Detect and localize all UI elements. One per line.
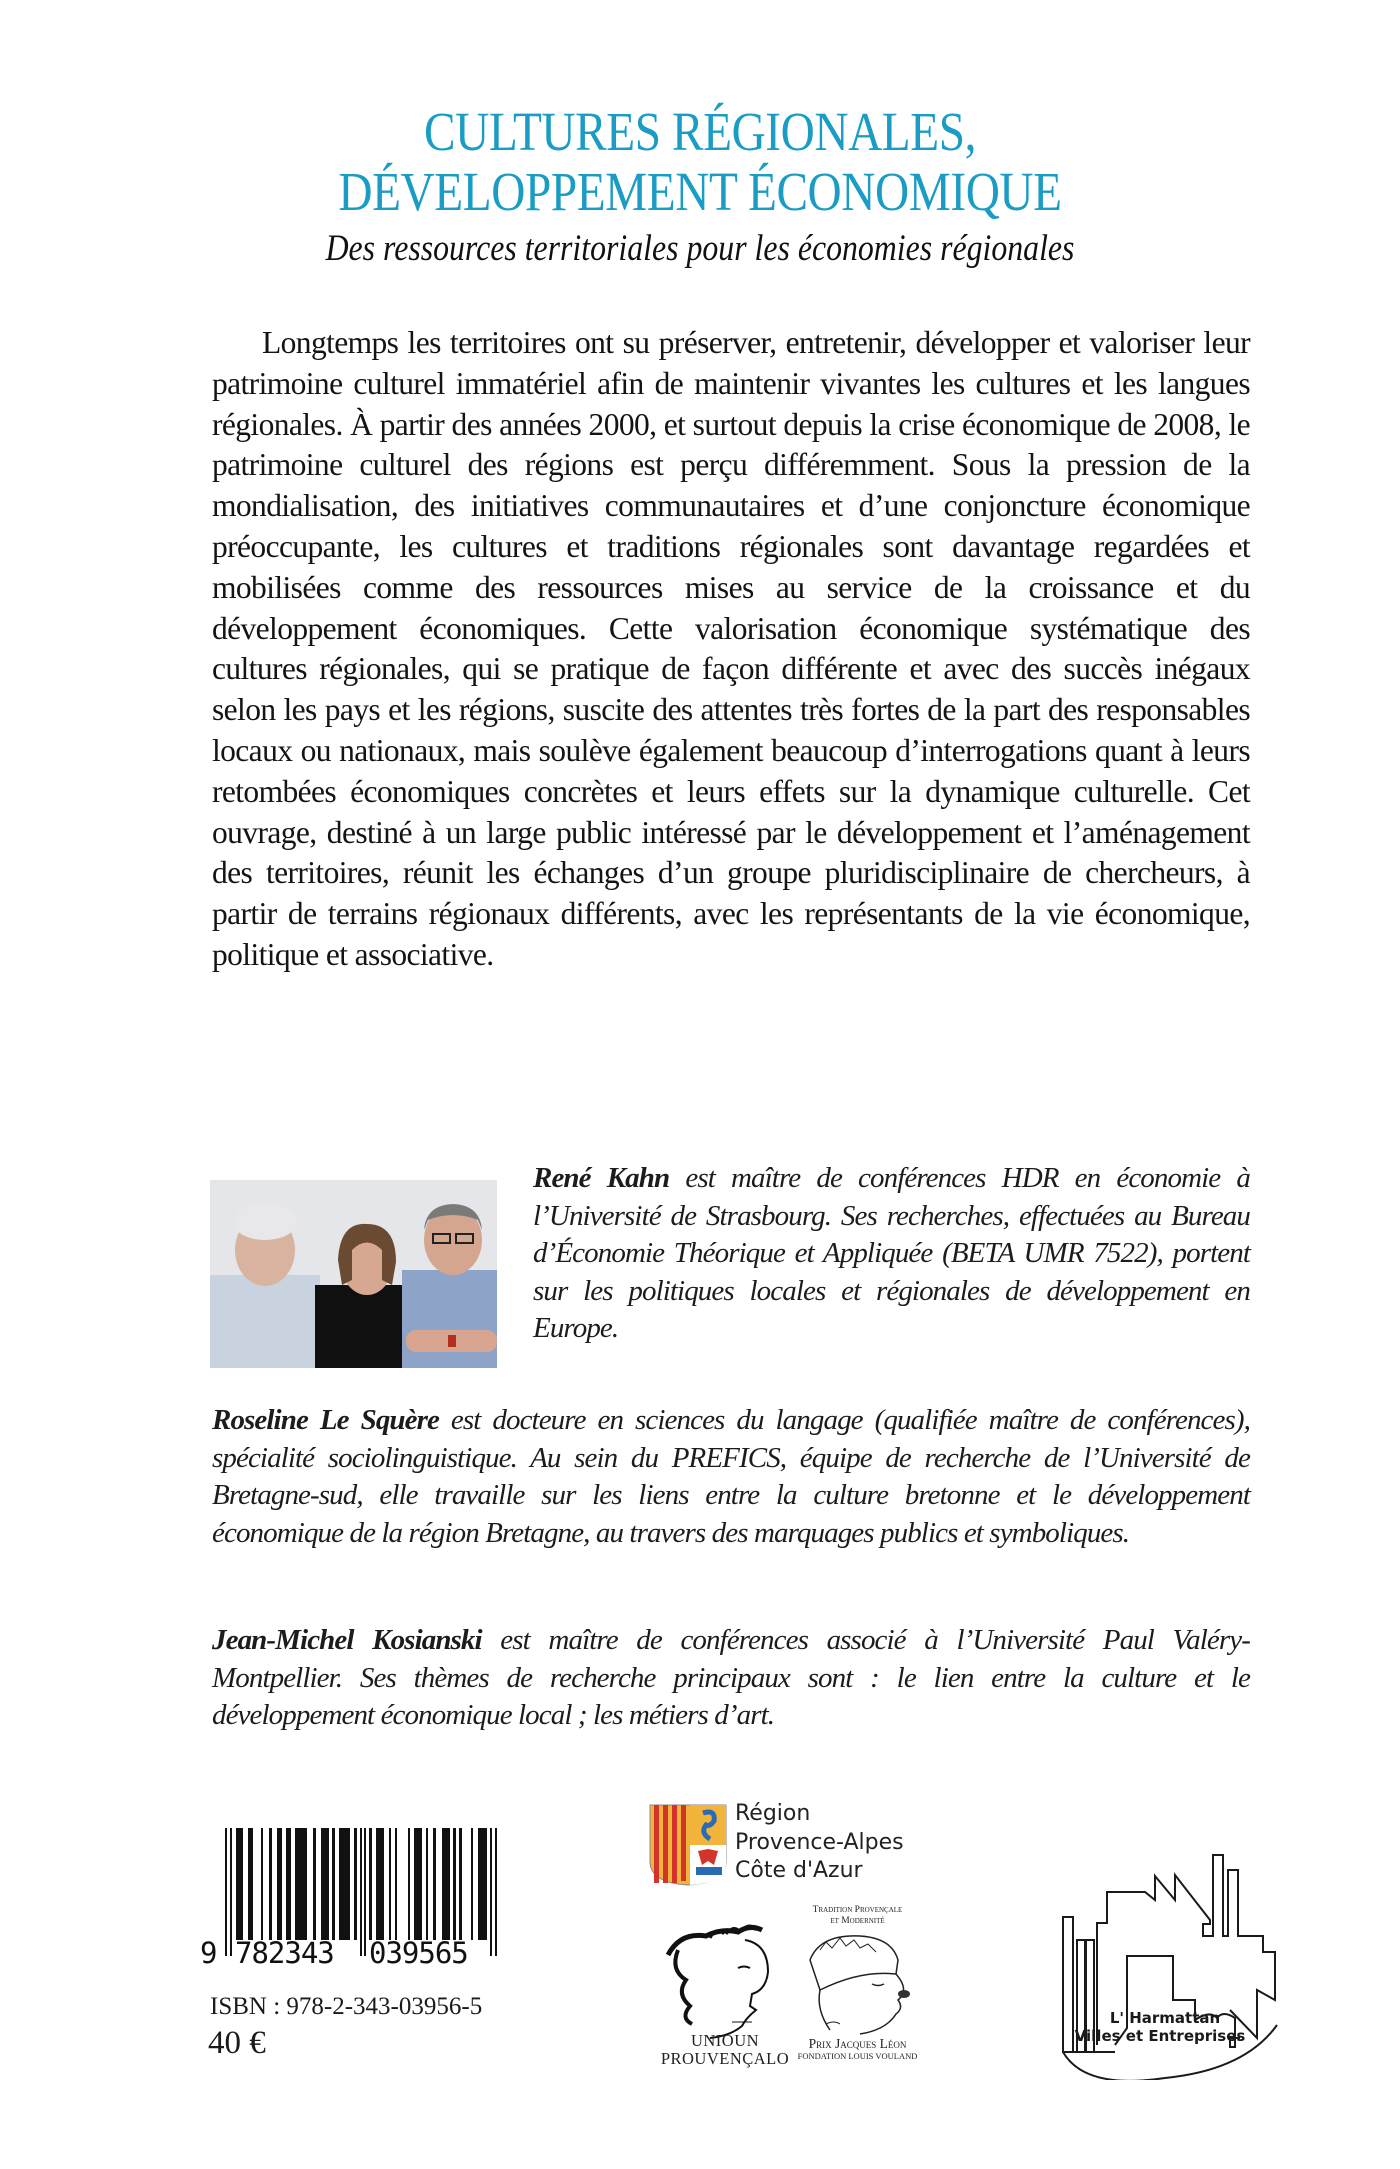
region-paca-shield-icon	[648, 1803, 728, 1887]
price: 40 €	[208, 2025, 266, 2061]
prix-head-line-2: et Modernité	[830, 1916, 885, 1926]
unioun-line-1: UNIOUN	[690, 2031, 760, 2050]
isbn-barcode	[200, 1828, 501, 1970]
region-line-2: Provence-Alpes	[735, 1829, 904, 1855]
region-line-3: Côte d'Azur	[735, 1858, 863, 1883]
author-bio-text: est docteure en sciences du langage (qualifiée maître de conférences), spécialité sociolinguistique. Au sein du PREFICS, équipe de recherche de l’Université de Bretagne-sud, elle travaille sur les liens entre la culture bretonne et le développement économique de la région Bretagne, au travers des marquages publics et symboliques.	[212, 1404, 1250, 1549]
prix-line-2: FONDATION LOUIS VOULAND	[797, 2051, 918, 2061]
prix-jacques-leon-logo-icon	[800, 1930, 920, 2040]
author-bio-rene-kahn	[533, 1160, 1250, 1348]
barcode-digits-group-2: 039565	[369, 1936, 468, 1970]
summary-paragraph: Longtemps les territoires ont su préserver, entretenir, développer et valoriser leur patrimoine culturel immatériel afin de maintenir vivantes les cultures et les langues régionales. À partir des années 2000, et surtout depuis la crise économique de 2008, le patrimoine culturel des régions est perçu différemment. Sous la pression de la mondialisation, des initiatives communautaires et d’une conjoncture économique préoccupante, les cultures et traditions régionales sont davantage regardées et mobilisées comme des ressources mises au service de la croissance et du développement économiques. Cette valorisation économique systématique des cultures régionales, qui se pratique de façon différente et avec des succès inégaux selon les pays et les régions, suscite des attentes très fortes de la part des responsables locaux ou nationaux, mais soulève également beaucoup d’interrogations quant à leurs retombées économiques concrètes et leurs effets sur la dynamique culturelle. Cet ouvrage, destiné à un large public intéressé par le développement et l’aménagement des territoires, réunit les échanges d’un groupe pluridisciplinaire de chercheurs, à partir de terrains régionaux différents, avec les représentants de la vie économique, politique et associative.	[212, 325, 1250, 972]
unioun-prouvencalo-text	[640, 2032, 810, 2068]
author-name: Jean-Michel Kosianski	[212, 1624, 482, 1656]
prix-header-text	[795, 1905, 920, 1927]
barcode-digits-group-1: 782343	[235, 1936, 334, 1970]
author-bio-jean-michel-kosianski	[212, 1622, 1250, 1735]
author-bio-roseline-le-squere	[212, 1402, 1250, 1552]
authors-photo-image	[210, 1180, 497, 1368]
barcode-first-digit: 9	[200, 1936, 218, 1970]
lharmattan-logo-text	[1040, 2010, 1280, 2045]
book-title-line-1: CULTURES RÉGIONALES,	[423, 101, 977, 162]
region-line-1: Région	[735, 1801, 811, 1826]
author-name: Roseline Le Squère	[212, 1404, 439, 1436]
prix-jacques-leon-text	[790, 2036, 925, 2061]
publisher-line-2: Villes et Entreprises	[1074, 2027, 1246, 2045]
author-bio-text: est maître de conférences HDR en économie à l’Université de Strasbourg. Ses recherches, effectuées au Bureau d’Économie Théorique et Appliquée (BETA UMR 7522), portent sur les politiques locales et régionales de développement en Europe.	[533, 1162, 1250, 1345]
prix-line-1: Prix Jacques Léon	[808, 2036, 907, 2051]
author-bio-text: est maître de conférences associé à l’Université Paul Valéry-Montpellier. Ses thèmes de recherche principaux sont : le lien entre la culture et le développement économique local ; les métiers d’art.	[212, 1624, 1250, 1732]
unioun-line-2: PROUVENÇALO	[660, 2049, 790, 2068]
unioun-prouvencalo-logo-icon	[650, 1910, 800, 2050]
isbn-number: ISBN : 978-2-343-03956-5	[210, 1993, 483, 2020]
author-name: René Kahn	[533, 1162, 670, 1194]
region-paca-logo-text	[735, 1800, 904, 1886]
authors-photo	[210, 1180, 497, 1368]
prix-head-line-1: Tradition Provençale	[812, 1905, 903, 1915]
publisher-line-1: L' Harmattan	[1109, 2009, 1221, 2027]
book-title-line-2: DÉVELOPPEMENT ÉCONOMIQUE	[338, 161, 1062, 222]
book-subtitle: Des ressources territoriales pour les économies régionales	[325, 228, 1075, 269]
